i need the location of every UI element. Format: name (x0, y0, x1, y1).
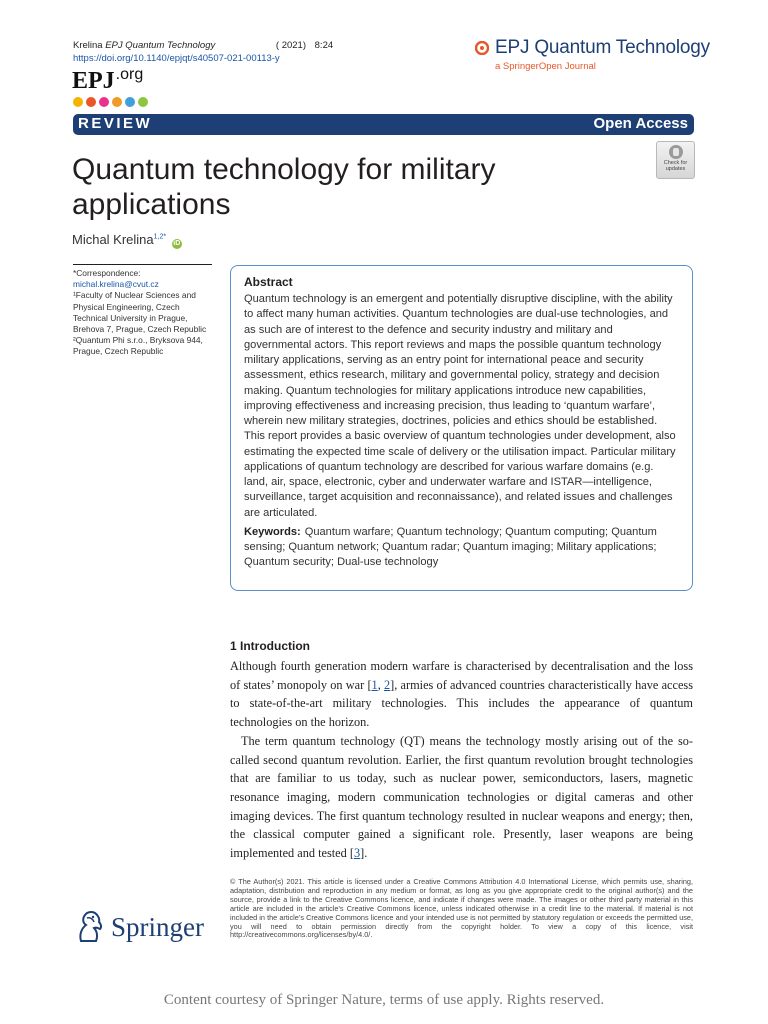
paragraph-1 (230, 657, 693, 732)
author-name[interactable]: Michal Krelina (72, 232, 154, 247)
reference-separator: , (377, 677, 384, 692)
article-title: Quantum technology for military applications (72, 153, 496, 221)
citation-year: ( 2021) (275, 40, 306, 51)
correspondence-sidebar (73, 264, 212, 358)
courtesy-footer: Content courtesy of Springer Nature, terms of use apply. Rights reserved. (163, 992, 605, 1008)
check-for-updates-icon (669, 145, 683, 159)
epj-logo-dot (112, 97, 122, 107)
reference-link-1[interactable]: 1 (371, 677, 378, 692)
paragraph-1-text-b: ], armies of advanced countries characteristically have access to state-of-the-art military technologies. This includes the appearance of quantum technologies on the horizon. (230, 677, 693, 730)
keywords-label: Keywords: (244, 525, 301, 538)
paragraph-1-text-a: Although fourth generation modern warfare is characterised by decentralisation and the loss of states’ monopoly on war [ (230, 659, 693, 692)
epj-logo-dots (73, 97, 148, 107)
keywords (244, 525, 680, 571)
epj-logo[interactable] (72, 66, 143, 95)
paragraph-2-text-b: ]. (360, 846, 368, 861)
paragraph-2 (230, 732, 693, 863)
check-for-updates-line2: updates (665, 166, 686, 172)
affiliation-1: ¹Faculty of Nuclear Sciences and Physical Engineering, Czech Technical University in Prague, Brehova 7, Prague, Czech Republic (73, 290, 207, 335)
check-for-updates-button[interactable] (656, 141, 695, 179)
author-line (72, 232, 182, 249)
journal-brand-sub: a SpringerOpen Journal (495, 61, 596, 72)
correspondence-email[interactable]: michal.krelina@cvut.cz (73, 279, 159, 290)
journal-brand-name: EPJ Quantum Technology (495, 37, 710, 58)
citation-line (73, 39, 333, 53)
abstract-text: Quantum technology is an emergent and potentially disruptive discipline, with the ability to affect many human activities. Quantum technologies are dual-use technologies, and as such are of interest to the defence and security industry and military and governmental actors. This report reviews and maps the possible quantum technology military applications, serving as an entry point for international peace and security assessment, ethics research, military and governmental policy, strategy and decision making. Quantum technologies for military applications introduce new capabilities, improving effectiveness and increasing precision, thus leading to ‘quantum warfare’, wherein new military strategies, doctrines, policies and ethics should be established. This report provides a basic overview of quantum technologies under development, also estimating the expected time scale of delivery or the utilisation impact. Particular military applications of quantum technology are described for various warfare domains (e.g. land, air, space, electronic, cyber and underwater warfare and ISTAR—intelligence, surveillance, target acquisition and reconnaissance), and related issues and challenges are articulated. (244, 293, 676, 519)
epj-logo-dot (73, 97, 83, 107)
author-affiliation-marks[interactable]: 1,2* (153, 233, 167, 241)
orcid-icon[interactable]: iD (173, 240, 181, 247)
citation-journal: EPJ Quantum Technology (105, 40, 216, 51)
citation-author: Krelina (73, 40, 103, 51)
abstract-heading: Abstract (244, 275, 293, 289)
paragraph-2-text-a: The term quantum technology (QT) means the technology mostly arising out of the so-called second quantum revolution. Earlier, the first quantum revolution brought technologies that are familiar to us today, such as nuclear power, semiconductors, lasers, magnetic resonance imaging, modern communication technologies or digital cameras and other imaging devices. The first quantum technology resulted in nuclear weapons and energy; then, the classical computer gained a significant role. Presently, laser weapons are being implemented and tested [ (230, 733, 693, 861)
check-for-updates-line1: Check for (663, 160, 688, 166)
section-heading-introduction: 1 Introduction (230, 639, 310, 653)
article-type-bar (73, 114, 694, 135)
epj-logo-suffix: .org (115, 66, 144, 83)
springer-logo[interactable] (73, 910, 204, 944)
springer-name: Springer (111, 911, 204, 942)
reference-link-2[interactable]: 2 (384, 677, 391, 692)
epj-logo-dot (86, 97, 96, 107)
journal-brand-icon (475, 41, 489, 55)
doi-link[interactable]: https://doi.org/10.1140/epjqt/s40507-021-00113-y (73, 53, 280, 64)
abstract-box (230, 265, 693, 591)
open-access-label: Open Access (593, 115, 688, 132)
epj-logo-dot (125, 97, 135, 107)
affiliation-2: ²Quantum Phi s.r.o., Bryksova 944, Prague, Czech Republic (73, 335, 203, 357)
license-notice: © The Author(s) 2021. This article is licensed under a Creative Commons Attribution 4.0 International License, which permits use, sharing, adaptation, distribution and reproduction in any medium or format, as long as you give appropriate credit to the original author(s) and the source, provide a link to the Creative Commons licence, and indicate if changes were made. The images or other third party material in this article are included in the article’s Creative Commons licence, unless indicated otherwise in a credit line to the material. If material is not included in the article’s Creative Commons licence and your intended use is not permitted by statutory regulation or exceeds the permitted use, you will need to obtain permission directly from the copyright holder. To view a copy of this licence, visit http://creativecommons.org/licenses/by/4.0/. (230, 877, 693, 940)
epj-logo-dot (99, 97, 109, 107)
epj-logo-dot (138, 97, 148, 107)
reference-link-3[interactable]: 3 (353, 846, 361, 861)
epj-logo-text: EPJ (72, 68, 115, 94)
keywords-list: Quantum warfare; Quantum technology; Quantum computing; Quantum sensing; Quantum network; Quantum radar; Quantum imaging; Military applications; Quantum security; Dual-use technology (244, 525, 657, 569)
introduction-body (230, 657, 693, 863)
correspondence-label: *Correspondence: (73, 268, 141, 278)
citation-page: 8:24 (314, 40, 334, 51)
springer-horse-icon (73, 910, 105, 944)
article-type-label: REVIEW (78, 115, 153, 132)
